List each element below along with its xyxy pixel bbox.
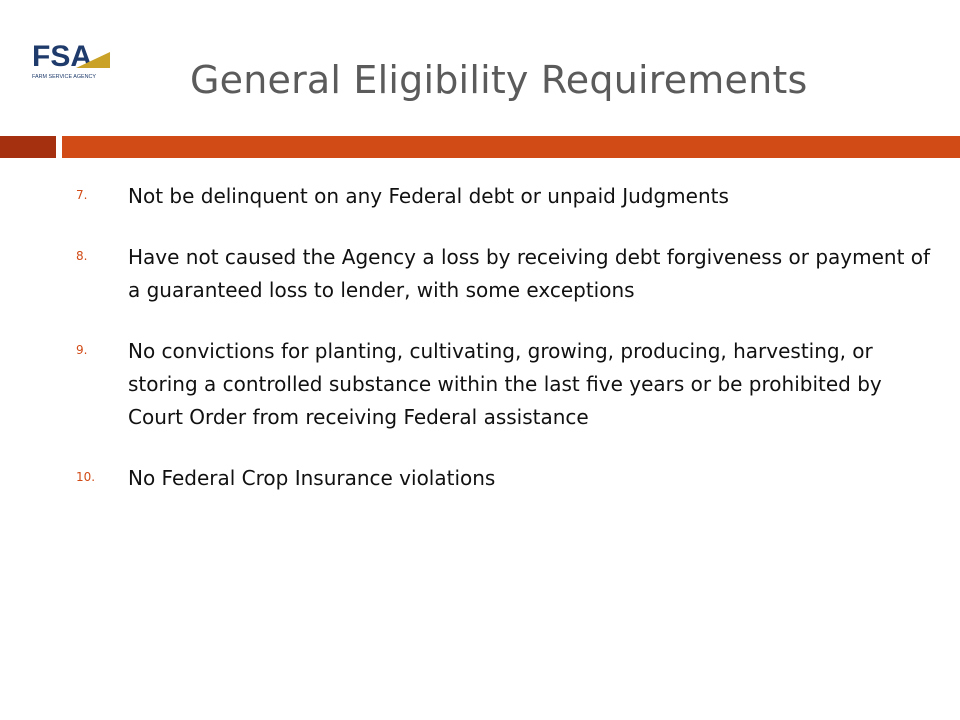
- fsa-logo: [32, 38, 112, 84]
- item-number: 9.: [76, 343, 88, 357]
- list-item: [76, 335, 936, 434]
- item-text: Have not caused the Agency a loss by receiving debt forgiveness or payment of a guaranteed loss to lender, with some exceptions: [128, 245, 931, 302]
- header-bar-left: [0, 136, 56, 158]
- logo-text: FSA: [32, 40, 92, 73]
- logo-subtitle: FARM SERVICE AGENCY: [32, 74, 97, 80]
- item-number: 8.: [76, 249, 88, 263]
- item-number: 7.: [76, 188, 88, 202]
- list-item: [76, 241, 936, 307]
- item-number: 10.: [76, 470, 96, 484]
- header-bar-right: [62, 136, 960, 158]
- fsa-logo-graphic: [32, 38, 112, 84]
- item-text: No Federal Crop Insurance violations: [128, 466, 496, 490]
- list-item: [76, 462, 936, 495]
- item-text: No convictions for planting, cultivating, growing, producing, harvesting, or storing a controlled substance within the last five years or be prohibited by Court Order from receiving Federal assistance: [128, 339, 882, 429]
- list-item: [76, 180, 936, 213]
- requirements-list: [76, 180, 936, 523]
- slide-title: General Eligibility Requirements: [190, 58, 808, 102]
- item-text: Not be delinquent on any Federal debt or unpaid Judgments: [128, 184, 729, 208]
